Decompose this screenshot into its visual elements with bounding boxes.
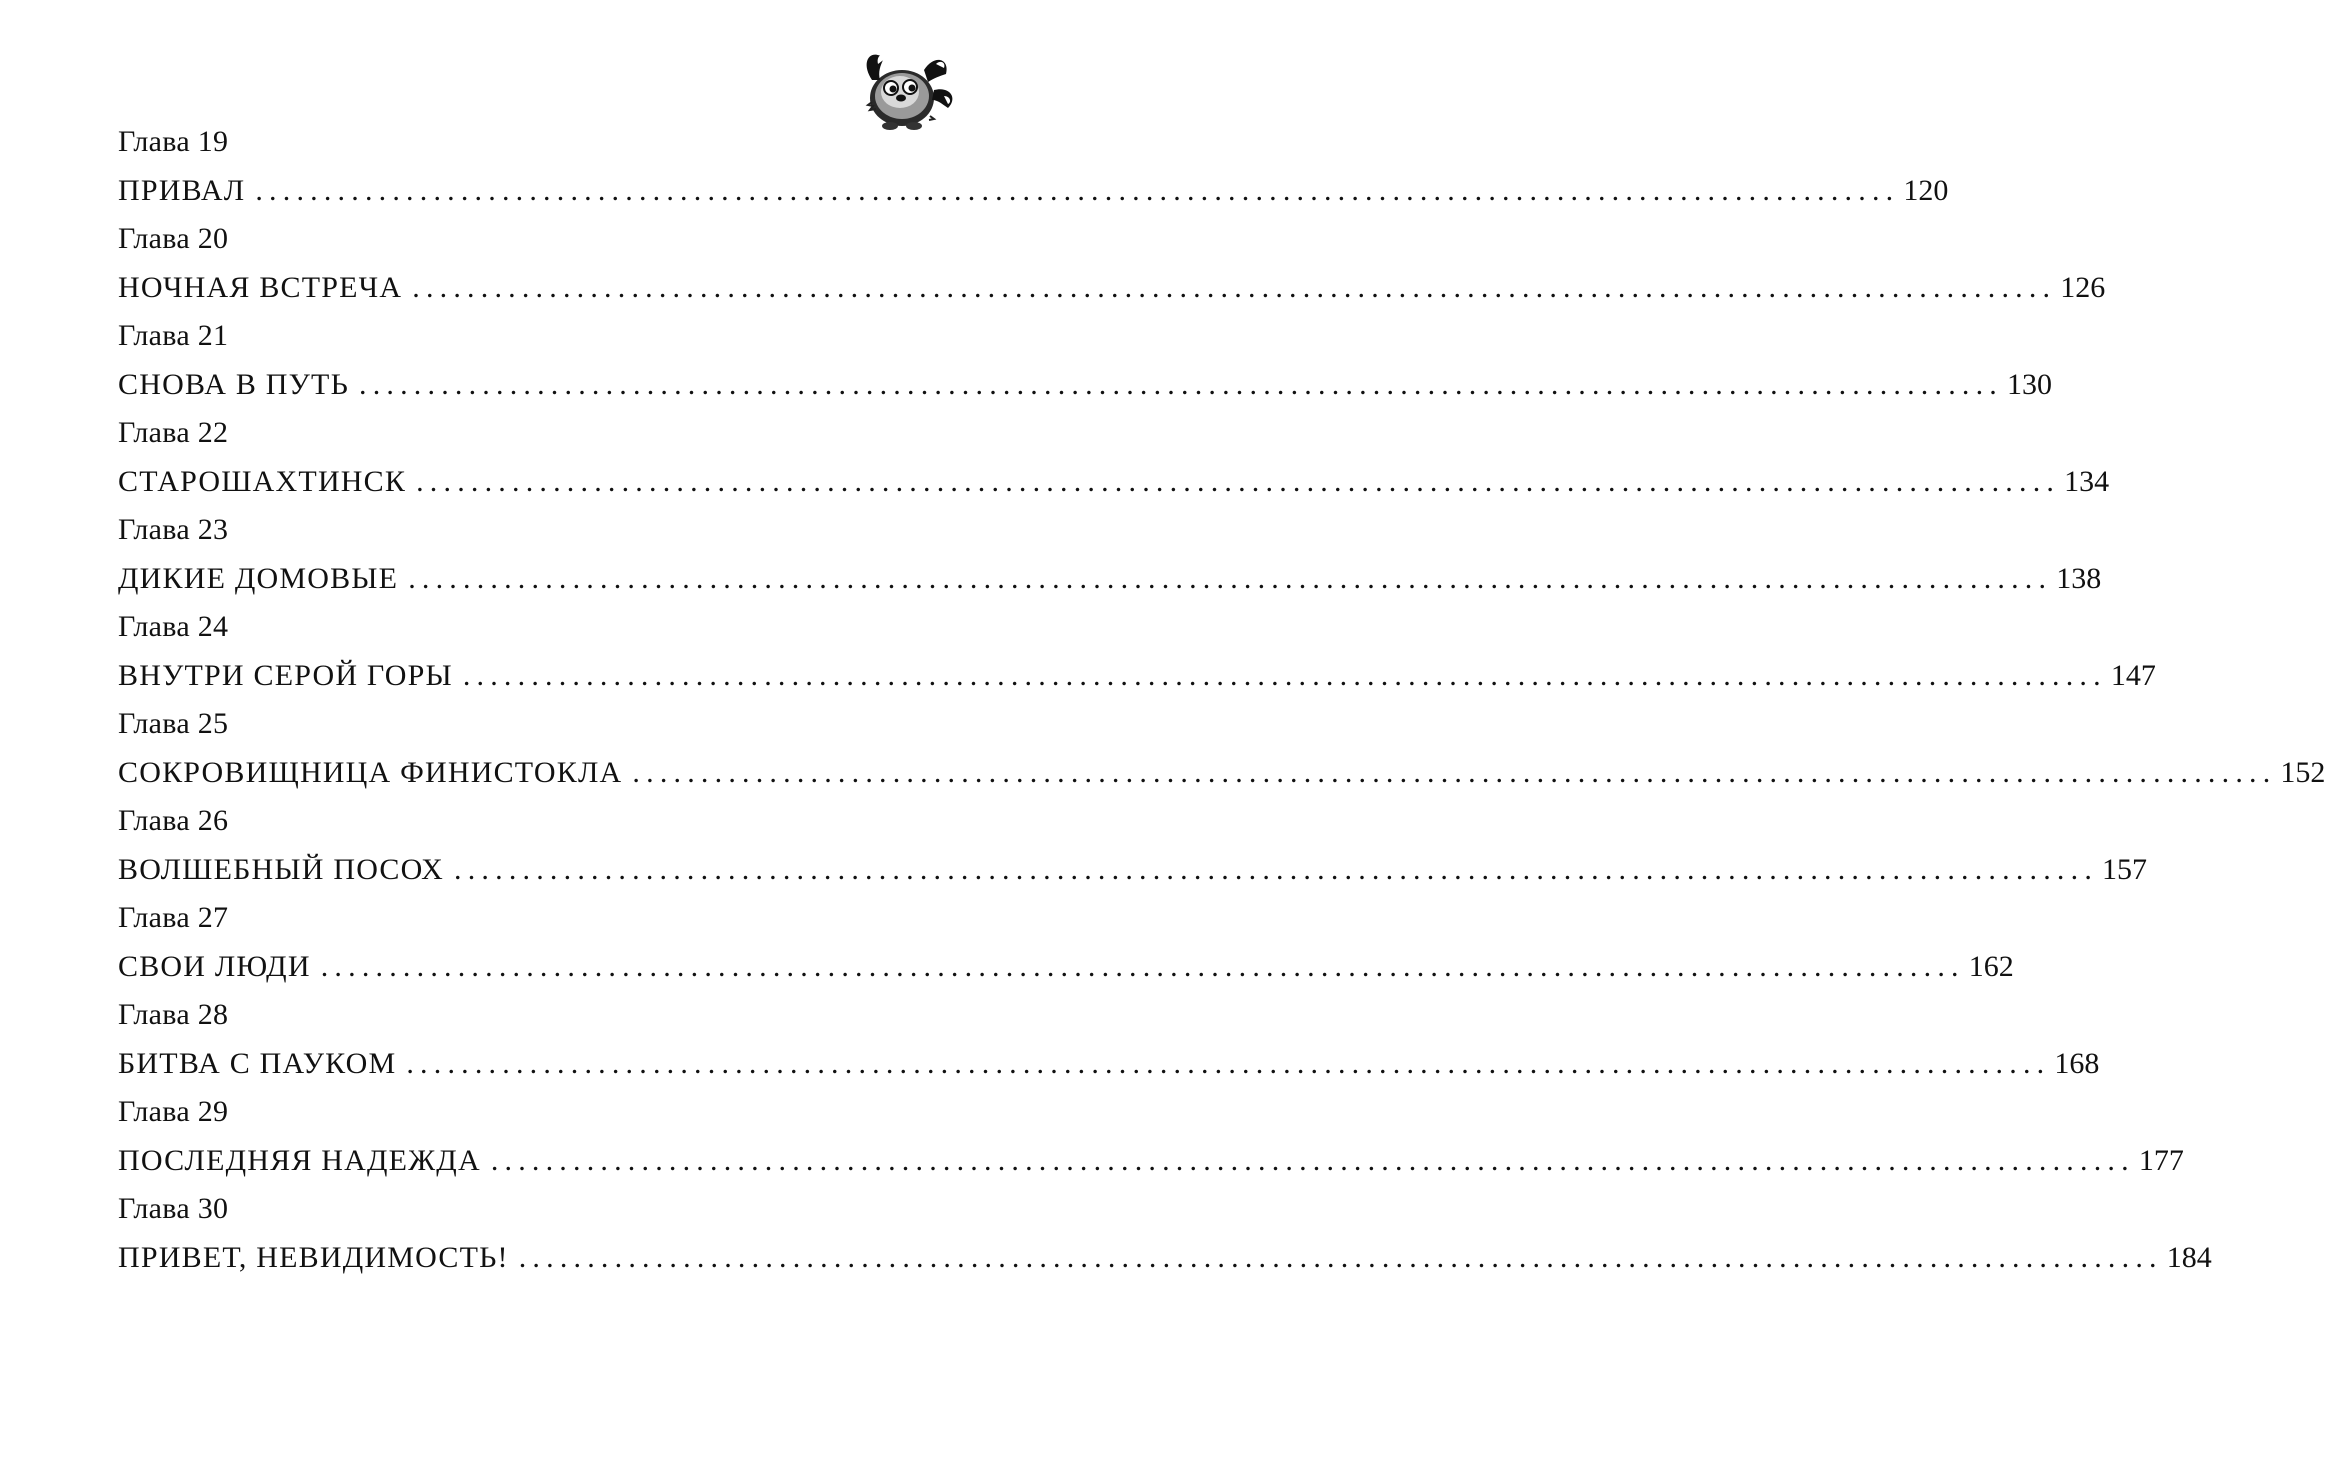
page-number: 162 (1968, 950, 2014, 983)
page-number: 168 (2054, 1047, 2100, 1080)
chapter-number: Глава 29 (118, 1095, 229, 1128)
chapter-line (118, 554, 2102, 603)
chapter-title: ВОЛШЕБНЫЙ ПОСОХ (118, 853, 445, 886)
dot-leader: ........................................................................................................................ (416, 465, 2061, 498)
chapter-number: Глава 24 (118, 610, 229, 643)
toc-entry (118, 1185, 2212, 1282)
dot-leader: ........................................................................................................................ (518, 1241, 2163, 1274)
page-number: 138 (2056, 562, 2102, 595)
dot-leader: ........................................................................................................................ (359, 368, 2003, 401)
dot-leader: ........................................................................................................................ (462, 659, 2107, 692)
toc-entry (118, 991, 2100, 1088)
chapter-title: ПРИВАЛ (118, 174, 246, 207)
chapter-line (118, 457, 2110, 506)
chapter-title: СТАРОШАХТИНСК (118, 465, 407, 498)
page-number: 134 (2064, 465, 2110, 498)
chapter-title: СВОИ ЛЮДИ (118, 950, 311, 983)
chapter-title: СОКРОВИЩНИЦА ФИНИСТОКЛА (118, 756, 623, 789)
chapter-line (118, 1233, 2212, 1282)
chapter-number: Глава 30 (118, 1192, 229, 1225)
chapter-number: Глава 21 (118, 319, 229, 352)
toc-entry (118, 1088, 2184, 1185)
dot-leader: ........................................................................................................................ (454, 853, 2099, 886)
page-number: 152 (2280, 756, 2325, 789)
page-number: 184 (2166, 1241, 2212, 1274)
dot-leader: ........................................................................................................................ (406, 1047, 2051, 1080)
dot-leader: ........................................................................................................................ (632, 756, 2277, 789)
page-number: 126 (2060, 271, 2106, 304)
chapter-title: БИТВА С ПАУКОМ (118, 1047, 397, 1080)
chapter-title: ПРИВЕТ, НЕВИДИМОСТЬ! (118, 1241, 509, 1274)
chapter-line (118, 942, 2014, 991)
toc-entry (118, 506, 2102, 603)
chapter-line (118, 845, 2148, 894)
chapter-number: Глава 27 (118, 901, 229, 934)
chapter-title: ВНУТРИ СЕРОЙ ГОРЫ (118, 659, 453, 692)
page-number: 130 (2007, 368, 2052, 401)
chapter-line (118, 263, 2106, 312)
chapter-number: Глава 23 (118, 513, 229, 546)
chapter-number: Глава 20 (118, 222, 229, 255)
chapter-line (118, 1039, 2100, 1088)
chapter-number: Глава 22 (118, 416, 229, 449)
dot-leader: ........................................................................................................................ (255, 174, 1900, 207)
dot-leader: ........................................................................................................................ (490, 1144, 2135, 1177)
chapter-line (118, 651, 2156, 700)
page-number: 147 (2110, 659, 2156, 692)
chapter-title: ДИКИЕ ДОМОВЫЕ (118, 562, 399, 595)
toc-entry (118, 118, 1949, 215)
chapter-number: Глава 28 (118, 998, 229, 1031)
chapter-number: Глава 25 (118, 707, 229, 740)
page-number: 120 (1903, 174, 1949, 207)
chapter-title: НОЧНАЯ ВСТРЕЧА (118, 271, 403, 304)
toc-entry (118, 215, 2106, 312)
chapter-line (118, 360, 2052, 409)
dot-leader: ........................................................................................................................ (408, 562, 2053, 595)
page-number: 157 (2102, 853, 2148, 886)
dot-leader: ........................................................................................................................ (412, 271, 2057, 304)
toc-entry (118, 894, 2014, 991)
toc-entry (118, 312, 2052, 409)
page-number: 177 (2138, 1144, 2184, 1177)
chapter-number: Глава 19 (118, 125, 229, 158)
chapter-number: Глава 26 (118, 804, 229, 837)
toc-entry (118, 797, 2148, 894)
toc-entry (118, 603, 2156, 700)
toc-entry (118, 409, 2110, 506)
dot-leader: ........................................................................................................................ (320, 950, 1965, 983)
toc-entry (118, 700, 2325, 797)
chapter-line (118, 166, 1949, 215)
chapter-title: СНОВА В ПУТЬ (118, 368, 349, 401)
chapter-line (118, 748, 2325, 797)
fluffy-creature-icon (850, 40, 962, 135)
chapter-title: ПОСЛЕДНЯЯ НАДЕЖДА (118, 1144, 481, 1177)
table-of-contents (118, 118, 2325, 1282)
chapter-line (118, 1136, 2184, 1185)
